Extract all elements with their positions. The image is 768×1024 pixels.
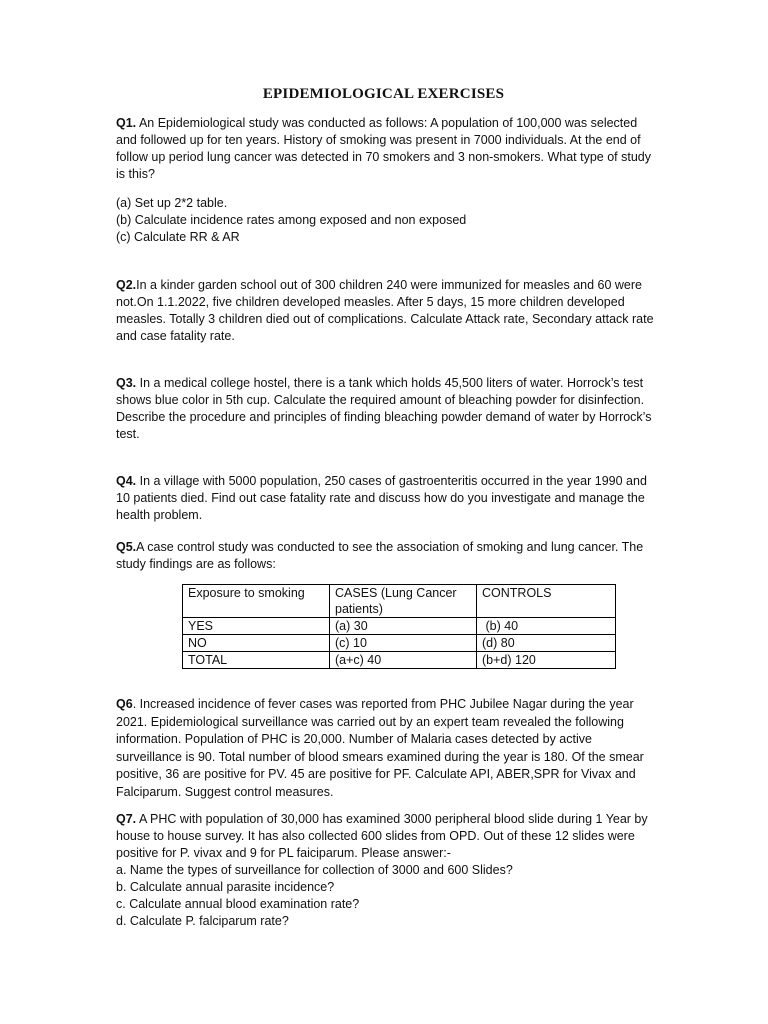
table-cell: (c) 10 — [330, 635, 477, 652]
table-cell: (a+c) 40 — [330, 652, 477, 669]
table-header-cell: Exposure to smoking — [183, 585, 330, 618]
question-7-text: A PHC with population of 30,000 has examined 3000 peripheral blood slide during 1 Year by house to house survey. It has also collected 600 slides from OPD. Out of these 12 slides were positive for P. vivax and 9 for PL faiciparum. Please answer:- — [116, 812, 648, 860]
question-3-text: In a medical college hostel, there is a tank which holds 45,500 liters of water. Horrock’s test shows blue color in 5th cup. Calculate the required amount of bleaching powder for disinfection. Describe the procedure and principles of finding bleaching powder demand of water by Horrock’s test. — [116, 376, 652, 441]
question-7-part-a: a. Name the types of surveillance for collection of 3000 and 600 Slides? — [116, 863, 513, 877]
question-6-text: . Increased incidence of fever cases was reported from PHC Jubilee Nagar during the year 2021. Epidemiological surveillance was carried out by an expert team revealed the following information. Population of PHC is 20,000. Number of Malaria cases detected by active surveillance is 90. Total number of blood smears examined during the year is 180. Of the smear positive, 36 are positive for PV. 45 are positive for PF. Calculate API, ABER,SPR for Vivax and Falciparum. Suggest control measures. — [116, 697, 644, 799]
question-1-part-a: (a) Set up 2*2 table. — [116, 196, 228, 210]
question-6-label: Q6 — [116, 697, 133, 711]
table-row — [183, 652, 616, 669]
question-2 — [116, 277, 656, 345]
question-1-subparts — [116, 195, 656, 246]
table-cell: TOTAL — [183, 652, 330, 669]
question-7-part-c: c. Calculate annual blood examination rate? — [116, 897, 360, 911]
table-cell: (b+d) 120 — [477, 652, 616, 669]
question-1-label: Q1. — [116, 116, 137, 130]
question-7 — [116, 811, 656, 862]
question-5 — [116, 539, 656, 573]
document-title: EPIDEMIOLOGICAL EXERCISES — [262, 86, 505, 102]
question-1 — [116, 115, 656, 183]
question-4-text: In a village with 5000 population, 250 cases of gastroenteritis occurred in the year 1990 and 10 patients died. Find out case fatality rate and discuss how do you investigate and manage the health problem. — [116, 474, 647, 522]
question-3 — [116, 375, 656, 443]
table-cell: YES — [183, 618, 330, 635]
case-control-table — [182, 584, 616, 669]
question-4-label: Q4. — [116, 474, 137, 488]
question-6 — [116, 696, 656, 802]
question-2-label: Q2. — [116, 278, 137, 292]
table-header-cell: CASES (Lung Cancer patients) — [330, 585, 477, 618]
question-1-part-b: (b) Calculate incidence rates among exposed and non exposed — [116, 213, 467, 227]
table-header-row — [183, 585, 616, 618]
question-4 — [116, 473, 656, 524]
question-1-part-c: (c) Calculate RR & AR — [116, 230, 240, 244]
question-7-subparts — [116, 862, 656, 930]
question-7-part-d: d. Calculate P. falciparum rate? — [116, 914, 289, 928]
table-cell: (a) 30 — [330, 618, 477, 635]
question-3-label: Q3. — [116, 376, 137, 390]
question-5-label: Q5. — [116, 540, 137, 554]
table-row — [183, 618, 616, 635]
question-7-part-b: b. Calculate annual parasite incidence? — [116, 880, 335, 894]
table-row — [183, 635, 616, 652]
table-cell: NO — [183, 635, 330, 652]
question-7-label: Q7. — [116, 812, 137, 826]
question-5-text: A case control study was conducted to see the association of smoking and lung cancer. The study findings are as follows: — [116, 540, 644, 571]
question-1-text: An Epidemiological study was conducted as follows: A population of 100,000 was selected and followed up for ten years. History of smoking was present in 7000 individuals. At the end of follow up period lung cancer was detected in 70 smokers and 3 non-smokers. What type of study is this? — [116, 116, 652, 181]
question-2-text: In a kinder garden school out of 300 children 240 were immunized for measles and 60 were not.On 1.1.2022, five children developed measles. After 5 days, 15 more children developed measles. Totally 3 children died out of complications. Calculate Attack rate, Secondary attack rate and case fatality rate. — [116, 278, 654, 343]
table-cell: (d) 80 — [477, 635, 616, 652]
table-cell: (b) 40 — [477, 618, 616, 635]
table-header-cell: CONTROLS — [477, 585, 616, 618]
